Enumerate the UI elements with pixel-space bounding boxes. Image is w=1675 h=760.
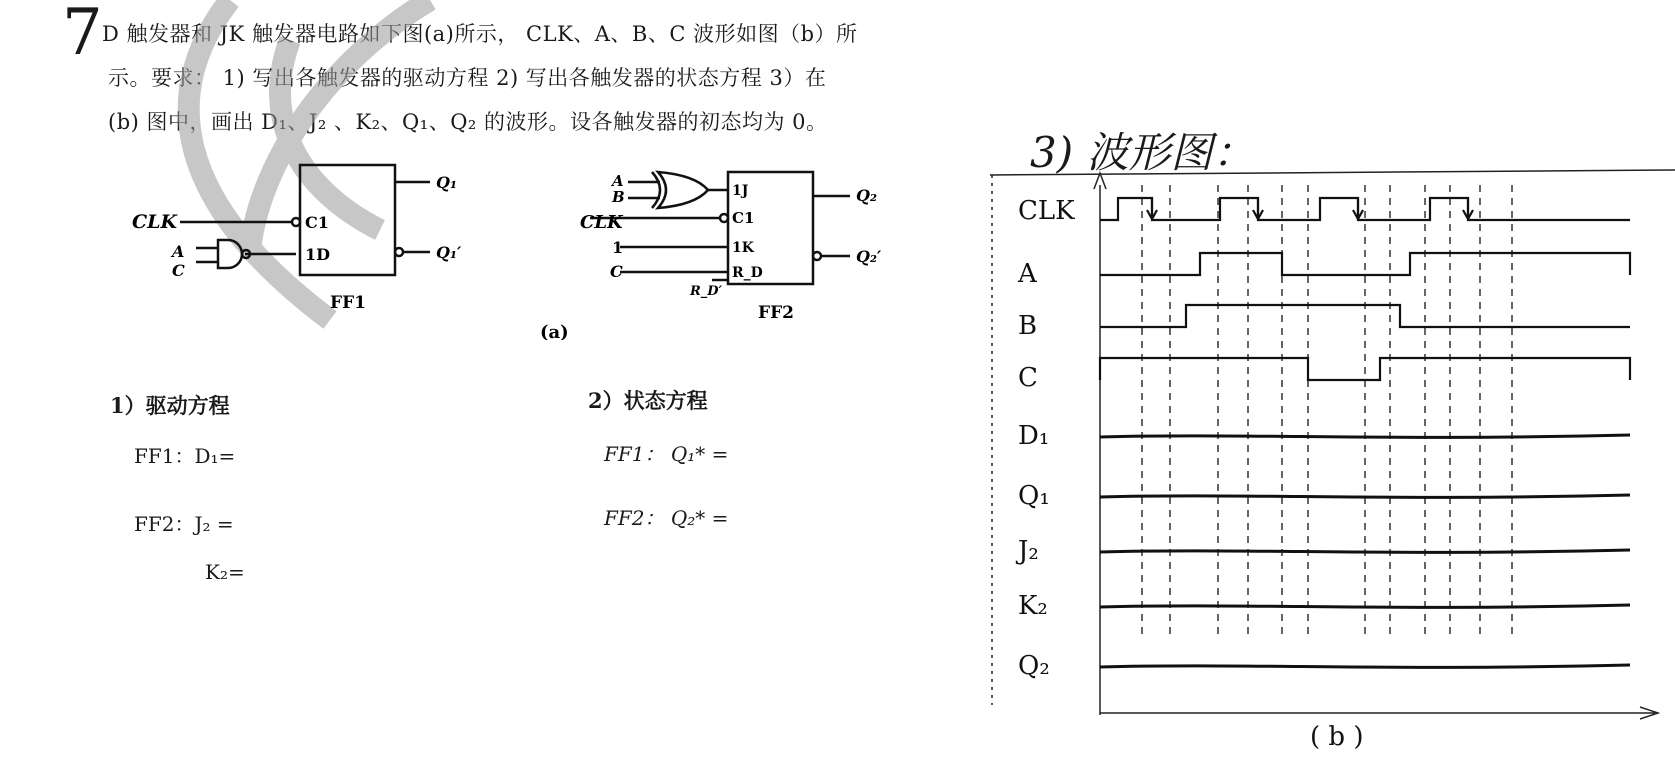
signal-label-6: J₂ — [1018, 536, 1039, 566]
signal-label-1: A — [1018, 259, 1037, 289]
ff2-pin-rd: R_D — [732, 265, 763, 281]
ff2-out-qn: Q₂′ — [856, 247, 882, 266]
ff1-name: FF1 — [330, 293, 366, 313]
ff2-pin-c1: C1 — [732, 209, 755, 227]
signal-label-2: B — [1018, 311, 1038, 341]
ff2-in-c: C — [610, 262, 623, 281]
waveform-handwritten-title: 3) 波形图： — [1030, 128, 1255, 177]
signal-label-7: K₂ — [1018, 591, 1048, 621]
signal-label-5: Q₁ — [1018, 481, 1050, 511]
ff1-in-a: A — [172, 242, 185, 261]
ff1-drive-equation: FF1：D₁= — [134, 444, 236, 468]
signal-label-4: D₁ — [1018, 421, 1050, 451]
question-line-1: D 触发器和 JK 触发器电路如下图(a)所示， CLK、A、B、C 波形如图（b）所 — [102, 22, 858, 46]
ff2-block — [590, 172, 850, 284]
ff2-name: FF2 — [758, 303, 794, 323]
clk-edge-arrow-2 — [1353, 198, 1363, 219]
clk-edge-arrow-1 — [1253, 198, 1263, 219]
ff2-in-a: A — [612, 172, 624, 190]
ff2-j-equation: FF2：J₂ = — [134, 512, 234, 536]
question-number: 7 — [62, 0, 103, 70]
ff2-clk-label: CLK — [580, 212, 623, 233]
ff1-out-qn: Q₁′ — [436, 243, 462, 262]
clk-edge-arrow-3 — [1463, 198, 1473, 219]
ff2-rd-label: R_D′ — [690, 284, 723, 299]
ff1-clk-label: CLK — [132, 211, 177, 233]
ff1-out-q: Q₁ — [436, 173, 457, 192]
clk-edge-arrow-0 — [1147, 198, 1157, 219]
ff1-state-equation: FF1： Q₁* = — [604, 442, 729, 466]
ff2-out-q: Q₂ — [856, 186, 877, 205]
circuit-caption: (a) — [540, 322, 569, 340]
circuit-diagram — [0, 0, 940, 340]
question-line-2: 示。要求： 1) 写出各触发器的驱动方程 2) 写出各触发器的状态方程 3）在 — [108, 66, 827, 90]
ff2-pin-1j: 1J — [732, 183, 749, 199]
ff2-k-equation: K₂= — [205, 560, 245, 584]
signal-label-8: Q₂ — [1018, 651, 1050, 681]
signal-label-0: CLK — [1018, 196, 1075, 226]
waveform-diagram — [990, 165, 1675, 760]
ff2-state-equation: FF2： Q₂* = — [604, 506, 729, 530]
ff1-pin-1d: 1D — [305, 245, 331, 264]
ff1-in-c: C — [172, 261, 185, 280]
q1-baseline — [1100, 495, 1630, 497]
waveform-caption: ( b ) — [1310, 722, 1364, 752]
ff2-pin-1k: 1K — [732, 240, 754, 256]
ff1-pin-c1: C1 — [305, 213, 329, 232]
q2-baseline — [1100, 665, 1630, 667]
drive-equations-heading: 1）驱动方程 — [110, 393, 230, 418]
signal-label-3: C — [1018, 363, 1038, 393]
question-line-3: (b) 图中，画出 D₁、J₂ 、K₂、Q₁、Q₂ 的波形。设各触发器的初态均为 0。 — [108, 110, 828, 134]
ff2-in-one: 1 — [612, 238, 624, 257]
ff2-in-b: B — [612, 188, 625, 206]
state-equations-heading: 2）状态方程 — [588, 388, 708, 413]
